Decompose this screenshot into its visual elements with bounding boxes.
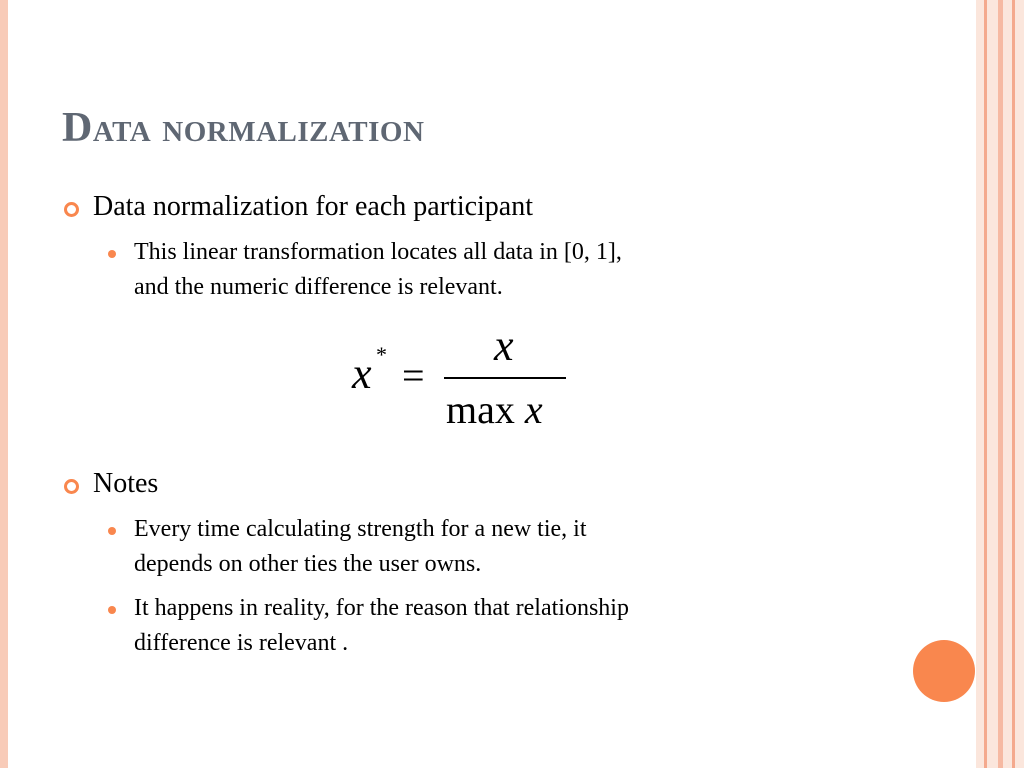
sub-bullet-line: Every time calculating strength for a new tie, it: [134, 516, 587, 542]
formula-denominator: [446, 386, 543, 433]
bullet-text: Data normalization for each participant: [93, 191, 534, 222]
dot-bullet-icon: [108, 250, 116, 258]
formula-numerator: x: [494, 321, 514, 370]
right-decorative-line: [998, 0, 1003, 768]
formula-denominator-func: max: [446, 387, 515, 432]
formula-denominator-var: x: [524, 387, 543, 432]
decorative-circle-icon: [913, 640, 975, 702]
dot-bullet-icon: [108, 606, 116, 614]
dot-bullet-icon: [108, 527, 116, 535]
ring-bullet-icon: [64, 479, 79, 494]
normalization-formula: [340, 320, 600, 440]
ring-bullet-icon: [64, 202, 79, 217]
formula-superscript: *: [376, 342, 387, 367]
sub-bullet-line: difference is relevant .: [134, 630, 349, 656]
slide-title: Data normalization: [62, 105, 425, 151]
formula-equals: =: [402, 353, 425, 398]
sub-bullet-line: It happens in reality, for the reason that relationship: [134, 595, 629, 621]
sub-bullet-line: This linear transformation locates all data in [0, 1],: [134, 239, 622, 265]
left-decorative-stripe: [0, 0, 8, 768]
right-decorative-line: [984, 0, 987, 768]
fraction-bar: [444, 377, 566, 379]
formula-lhs: x: [352, 349, 372, 398]
bullet-text: Notes: [93, 468, 159, 499]
sub-bullet-line: depends on other ties the user owns.: [134, 551, 482, 577]
sub-bullet-line: and the numeric difference is relevant.: [134, 274, 503, 300]
right-decorative-line: [1012, 0, 1015, 768]
